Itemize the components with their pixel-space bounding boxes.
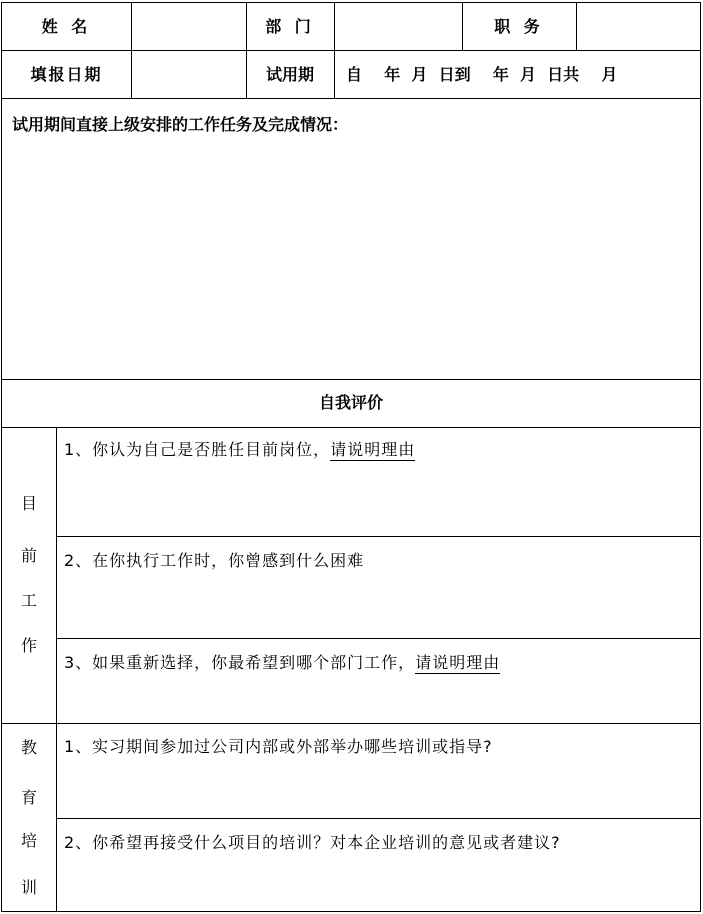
- position-label: 职 务: [494, 17, 544, 36]
- probation-period-label: 试用期: [265, 65, 314, 84]
- col-divider: [56, 427, 57, 911]
- fill-date-label: 填报日期: [30, 65, 103, 84]
- self-evaluation-title: 自我评价: [318, 393, 383, 412]
- current-work-question-1-text: 1、你认为自己是否胜任目前岗位，: [64, 440, 331, 459]
- probation-period-text: 自 年 月 日到 年 月 日共 月: [346, 65, 618, 84]
- department-label: 部 门: [265, 17, 315, 36]
- probation-evaluation-form: [1, 2, 701, 912]
- current-work-question-3-underlined: 请说明理由: [415, 653, 501, 672]
- row-divider: [2, 723, 700, 724]
- current-work-question-2: 2、在你执行工作时，你曾感到什么困难: [64, 551, 365, 570]
- row-divider: [56, 638, 700, 639]
- name-label: 姓 名: [41, 17, 92, 36]
- training-side-label-3: 培: [20, 831, 37, 850]
- training-side-label-4: 训: [20, 878, 37, 897]
- current-work-question-3-text: 3、如果重新选择，你最希望到哪个部门工作，: [64, 653, 416, 672]
- current-work-side-label-3: 工: [20, 591, 37, 610]
- row-divider: [56, 536, 700, 537]
- row-divider: [2, 98, 700, 99]
- row-divider: [2, 50, 700, 51]
- training-question-1: 1、实习期间参加过公司内部或外部举办哪些培训或指导?: [64, 737, 493, 756]
- tasks-label: 试用期间直接上级安排的工作任务及完成情况：: [12, 115, 349, 134]
- current-work-question-3: [64, 652, 500, 674]
- row-divider: [56, 818, 700, 819]
- col-divider: [334, 3, 335, 98]
- current-work-side-label-1: 目: [20, 494, 37, 513]
- training-side-label-2: 育: [20, 788, 37, 807]
- current-work-question-1: [64, 439, 415, 461]
- current-work-side-label-2: 前: [20, 546, 37, 565]
- training-question-2: 2、你希望再接受什么项目的培训？对本企业培训的意见或者建议?: [64, 833, 561, 852]
- col-divider: [131, 3, 132, 98]
- col-divider: [576, 3, 577, 50]
- current-work-question-1-underlined: 请说明理由: [330, 440, 416, 459]
- current-work-side-label-4: 作: [20, 636, 37, 655]
- row-divider: [2, 427, 700, 428]
- row-divider: [2, 379, 700, 380]
- training-side-label-1: 教: [20, 738, 37, 757]
